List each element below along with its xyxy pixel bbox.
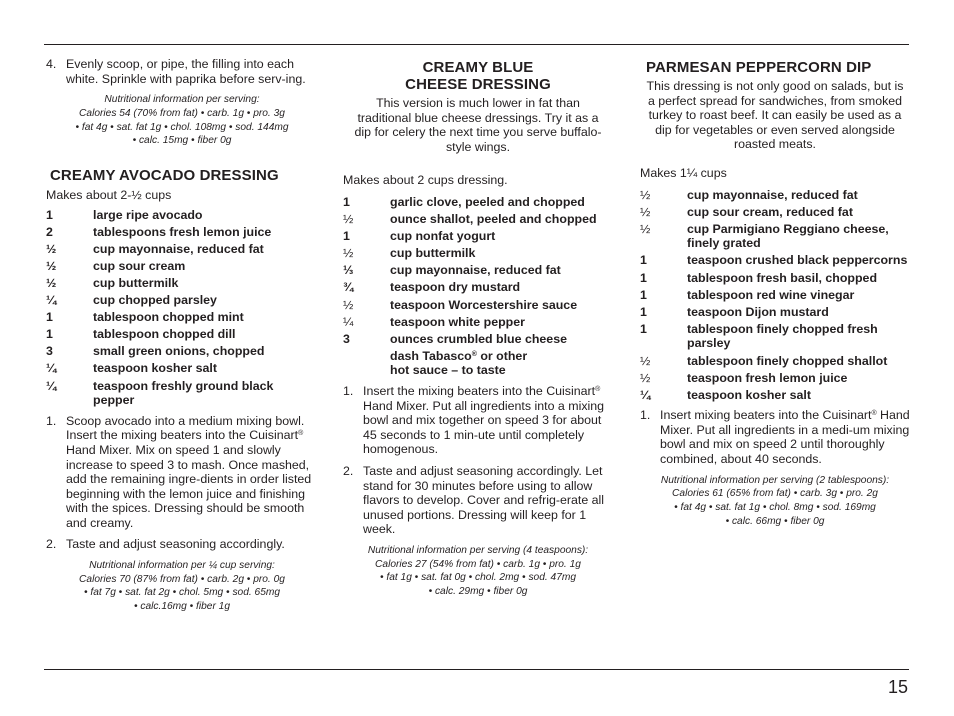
nutrition-line: Calories 27 (54% from fat) • carb. 1g • pro. 1g [375, 558, 581, 570]
parmesan-yield: Makes 1¼ cups [640, 165, 727, 180]
step-number: 1. [343, 384, 354, 398]
ingredient-text: tablespoon red wine vinegar [687, 287, 855, 302]
ingredient-quantity: ½ [640, 353, 651, 368]
ingredient-row [46, 361, 318, 376]
top-rule [44, 44, 909, 45]
blue-cheese-step-1 [343, 384, 613, 457]
parmesan-ingredient-list [640, 188, 910, 403]
column-left [46, 57, 318, 614]
ingredient-row [46, 225, 318, 240]
nutrition-line: • fat 4g • sat. fat 1g • chol. 8mg • sod. 169mg [674, 502, 876, 514]
ingredient-quantity: ½ [343, 212, 354, 227]
ingredient-quantity: ¼ [46, 361, 57, 376]
page-number: 15 [887, 677, 908, 697]
nutrition-line: • calc. 29mg • fiber 0g [428, 586, 528, 598]
avocado-step-2 [46, 537, 318, 552]
step-text: Taste and adjust seasoning accordingly. [66, 537, 285, 552]
registered-mark: ® [471, 350, 477, 358]
blue-cheese-yield: Makes about 2 cups dressing. [343, 173, 508, 188]
ingredient-text: small green onions, chopped [93, 344, 265, 359]
ingredient-row [343, 298, 613, 313]
step-text-part: Insert the mixing beaters into the Cuisinart [363, 384, 596, 398]
ingredient-text: cup buttermilk [93, 275, 179, 290]
step-text [660, 408, 910, 466]
ingredient-quantity: ½ [343, 246, 354, 261]
nutrition-line: Calories 61 (65% from fat) • carb. 3g • pro. 2g [672, 488, 878, 500]
blue-cheese-nutrition [343, 544, 613, 599]
ingredient-quantity: 1 [343, 229, 350, 244]
ingredient-quantity: 1 [640, 253, 647, 268]
ingredient-row [640, 188, 910, 203]
nutrition-line: • fat 4g • sat. fat 1g • chol. 108mg • sod. 144mg [75, 121, 289, 133]
parmesan-step-1 [640, 408, 910, 466]
ingredient-quantity: ¾ [343, 280, 354, 295]
parmesan-dip-intro: This dressing is not only good on salads, but is a perfect spread for sandwiches, from smoked turkey to roast beef. It can easily be used as a dip for vegetables or even served alongside roasted meats. [646, 79, 904, 152]
deviled-eggs-nutrition [46, 93, 318, 148]
ingredient-row [46, 379, 318, 408]
ingredient-text: ounce shallot, peeled and chopped [390, 212, 597, 227]
ingredient-quantity: ½ [640, 221, 651, 236]
nutrition-line: • calc. 66mg • fiber 0g [725, 515, 825, 527]
ingredient-quantity: ½ [640, 204, 651, 219]
ingredient-quantity: ½ [640, 187, 651, 202]
registered-mark: ® [595, 386, 601, 393]
ingredient-quantity: ¼ [640, 387, 651, 402]
ingredient-row [46, 259, 318, 274]
ingredient-text-part: dash Tabasco [390, 348, 472, 363]
avocado-nutrition [46, 559, 318, 614]
ingredient-quantity: ¼ [46, 293, 57, 308]
step-number: 1. [640, 408, 651, 423]
ingredient-text: teaspoon kosher salt [687, 387, 811, 402]
ingredient-row [640, 305, 910, 320]
ingredient-quantity: ⅓ [343, 263, 354, 278]
step-text-part: Hand Mixer. Mix on speed 1 and slowly increase to speed 3 to mash. Once mashed, add the remaining ingre-dients in order listed beginning with the lemon juice and finishing with the spices. Dressing should be smooth and creamy. [66, 442, 312, 530]
ingredient-text: teaspoon fresh lemon juice [687, 370, 848, 385]
ingredient-text: tablespoon finely chopped shallot [687, 353, 888, 368]
ingredient-text: cup nonfat yogurt [390, 229, 496, 244]
ingredient-text: cup sour cream [93, 258, 186, 273]
ingredient-row [640, 354, 910, 369]
ingredient-row [343, 195, 613, 210]
title-line: CREAMY BLUE [422, 59, 534, 76]
ingredient-text: teaspoon freshly ground black pepper [93, 378, 274, 408]
ingredient-quantity: 2 [46, 224, 53, 239]
ingredient-quantity: ¼ [343, 314, 354, 329]
ingredient-text: tablespoon finely chopped fresh parsley [687, 321, 878, 351]
ingredient-text: cup sour cream, reduced fat [687, 204, 853, 219]
ingredient-row [343, 315, 613, 330]
ingredient-text: tablespoons fresh lemon juice [93, 224, 272, 239]
step-text: Taste and adjust seasoning accordingly. Let stand for 30 minutes before using to allow flavors to develop. Cover and refrig-erate all unused portions. Dressing will keep for 1 week. [363, 463, 605, 537]
step-text [363, 384, 613, 457]
step-number: 4. [46, 57, 57, 71]
step-text-part: Insert mixing beaters into the Cuisinart [660, 408, 872, 423]
ingredient-text: tablespoon fresh basil, chopped [687, 270, 878, 285]
ingredient-row [46, 242, 318, 257]
ingredient-text-part: or other [476, 348, 528, 363]
ingredient-row [343, 229, 613, 244]
blue-cheese-ingredient-list [343, 195, 613, 378]
avocado-step-1 [46, 414, 318, 531]
ingredient-row [343, 246, 613, 261]
parmesan-dip-title: PARMESAN PEPPERCORN DIP [646, 59, 872, 76]
ingredient-row [640, 371, 910, 386]
ingredient-quantity: ¼ [46, 378, 57, 393]
step-number: 2. [46, 537, 57, 552]
ingredient-quantity: 1 [640, 287, 647, 302]
ingredient-quantity: 3 [343, 331, 350, 346]
bottom-rule [44, 669, 909, 670]
column-middle [343, 57, 613, 599]
ingredient-row [640, 322, 910, 351]
blue-cheese-intro: This version is much lower in fat than traditional blue cheese dressings. Try it as a dip for celery the next time you serve buffalo-style wings. [354, 96, 602, 154]
registered-mark: ® [298, 430, 304, 438]
ingredient-text: large ripe avocado [93, 207, 203, 222]
ingredient-quantity: ½ [46, 275, 57, 290]
ingredient-quantity: 1 [46, 207, 53, 222]
ingredient-text: teaspoon kosher salt [93, 361, 217, 376]
step-number: 1. [46, 413, 57, 428]
nutrition-line: Nutritional information per serving: [104, 94, 260, 106]
ingredient-text: teaspoon white pepper [390, 314, 525, 329]
ingredient-text: ounces crumbled blue cheese [390, 331, 567, 346]
ingredient-row [343, 349, 613, 378]
ingredient-text: cup chopped parsley [93, 293, 217, 308]
registered-mark: ® [871, 410, 877, 418]
step-text [66, 414, 318, 531]
ingredient-row [640, 288, 910, 303]
ingredient-quantity: 1 [343, 194, 350, 209]
ingredient-quantity: ½ [46, 258, 57, 273]
avocado-dressing-title: CREAMY AVOCADO DRESSING [50, 167, 279, 184]
ingredient-row [343, 332, 613, 347]
ingredient-text: tablespoon chopped dill [93, 327, 236, 342]
ingredient-row [640, 271, 910, 286]
step-number: 2. [343, 463, 354, 478]
step-text-part: Scoop avocado into a medium mixing bowl. Insert the mixing beaters into the Cuisinart [66, 413, 305, 443]
ingredient-text: teaspoon dry mustard [390, 280, 521, 295]
ingredient-text: tablespoon chopped mint [93, 310, 244, 325]
ingredient-row [46, 344, 318, 359]
blue-cheese-title [343, 59, 613, 93]
ingredient-row [46, 327, 318, 342]
nutrition-line: Calories 70 (87% from fat) • carb. 2g • pro. 0g [79, 573, 285, 585]
deviled-eggs-step-4 [46, 57, 318, 86]
ingredient-row [343, 280, 613, 295]
ingredient-quantity: 3 [46, 344, 53, 359]
ingredient-text [390, 349, 613, 378]
step-text: Evenly scoop, or pipe, the filling into each white. Sprinkle with paprika before serv-ing. [66, 57, 306, 86]
ingredient-text: teaspoon Worcestershire sauce [390, 297, 578, 312]
nutrition-line: • calc.16mg • fiber 1g [133, 601, 231, 613]
ingredient-quantity: 1 [46, 310, 53, 325]
ingredient-quantity: 1 [46, 327, 53, 342]
ingredient-row [46, 293, 318, 308]
ingredient-text: cup mayonnaise, reduced fat [390, 263, 561, 278]
column-right [640, 57, 910, 528]
nutrition-line: Nutritional information per serving (4 teaspoons): [367, 544, 589, 556]
ingredient-text: teaspoon Dijon mustard [687, 304, 829, 319]
blue-cheese-step-2 [343, 464, 613, 537]
title-line: CHEESE DRESSING [405, 76, 551, 93]
ingredient-row [640, 388, 910, 403]
ingredient-text-part: hot sauce – to taste [390, 363, 506, 378]
ingredient-text: cup mayonnaise, reduced fat [93, 241, 264, 256]
parmesan-nutrition [640, 474, 910, 529]
nutrition-line: Calories 54 (70% from fat) • carb. 1g • pro. 3g [79, 107, 285, 119]
ingredient-row [640, 205, 910, 220]
ingredient-quantity: 1 [640, 270, 647, 285]
ingredient-quantity: ½ [640, 370, 651, 385]
ingredient-row [640, 222, 910, 251]
ingredient-text: cup mayonnaise, reduced fat [687, 187, 858, 202]
avocado-ingredient-list [46, 208, 318, 408]
nutrition-line: Nutritional information per serving (2 tablespoons): [660, 474, 890, 486]
step-text-part: Hand Mixer. Put all ingredients into a mixing bowl and mix together on speed 3 for about 45 seconds to 1 min-ute until completely homogenous. [363, 398, 605, 457]
ingredient-row [343, 212, 613, 227]
ingredient-text: garlic clove, peeled and chopped [390, 194, 585, 209]
ingredient-text: teaspoon crushed black peppercorns [687, 253, 908, 268]
ingredient-quantity: ½ [46, 241, 57, 256]
ingredient-row [46, 208, 318, 223]
ingredient-row [46, 276, 318, 291]
ingredient-row [640, 253, 910, 268]
nutrition-line: Nutritional information per ¼ cup serving: [89, 560, 275, 572]
nutrition-line: • fat 7g • sat. fat 2g • chol. 5mg • sod. 65mg [83, 587, 281, 599]
ingredient-row [343, 263, 613, 278]
avocado-yield: Makes about 2-½ cups [46, 188, 172, 202]
nutrition-line: • fat 1g • sat. fat 0g • chol. 2mg • sod. 47mg [379, 572, 577, 584]
ingredient-text: cup Parmigiano Reggiano cheese, finely grated [687, 221, 889, 251]
step-text-part: Hand Mixer. Put all ingredients in a medi-um mixing bowl and mix on speed 2 until thoroughly combined, about 40 seconds. [660, 408, 910, 467]
ingredient-quantity: 1 [640, 304, 647, 319]
nutrition-line: • calc. 15mg • fiber 0g [132, 135, 232, 147]
ingredient-row [46, 310, 318, 325]
ingredient-text: cup buttermilk [390, 246, 476, 261]
ingredient-quantity: ½ [343, 297, 354, 312]
ingredient-quantity: 1 [640, 321, 647, 336]
